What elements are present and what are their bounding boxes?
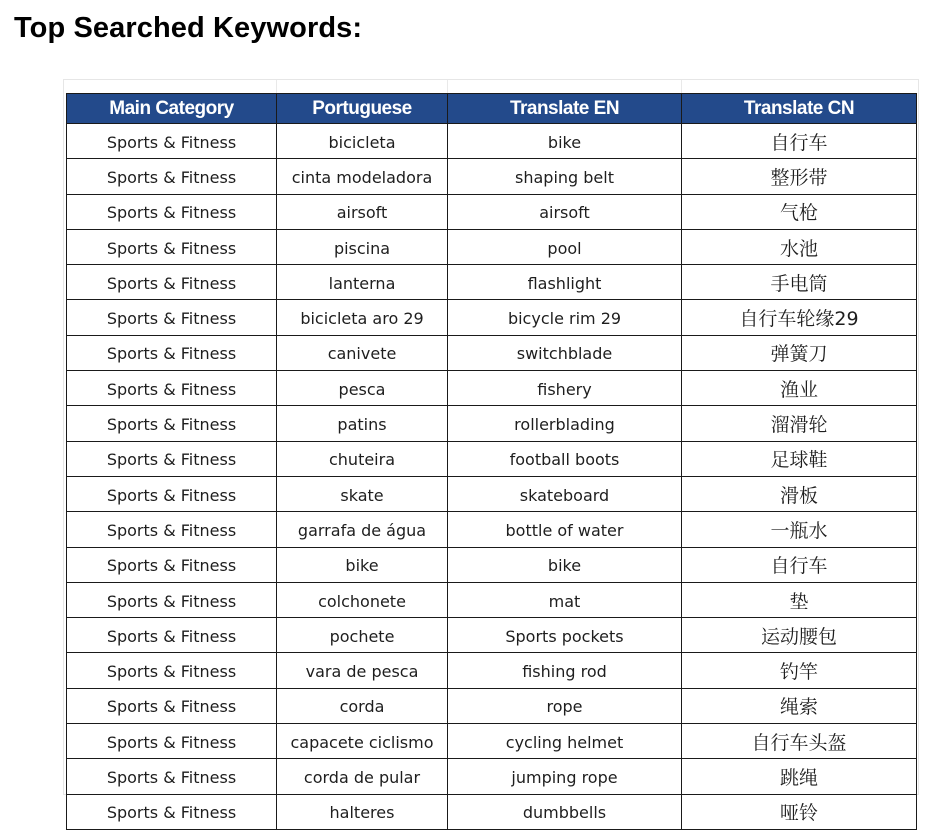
cell-portuguese: airsoft [277,194,448,229]
cell-main-category: Sports & Fitness [67,653,277,688]
table-row [67,724,917,759]
cell-translate-cn: 一瓶水 [682,512,917,547]
cell-portuguese: patins [277,406,448,441]
cell-translate-cn: 整形带 [682,159,917,194]
table-row [67,582,917,617]
table-row [67,406,917,441]
table-row [67,618,917,653]
cell-portuguese: corda [277,688,448,723]
cell-translate-en: cycling helmet [448,724,682,759]
cell-translate-cn: 弹簧刀 [682,335,917,370]
cell-main-category: Sports & Fitness [67,335,277,370]
cell-portuguese: bike [277,547,448,582]
cell-translate-cn: 水池 [682,229,917,264]
table-row [67,159,917,194]
header-translate-cn: Translate CN [682,94,917,124]
cell-translate-en: bicycle rim 29 [448,300,682,335]
cell-translate-en: pool [448,229,682,264]
cell-translate-en: bike [448,124,682,159]
cell-portuguese: halteres [277,794,448,829]
table-row [67,265,917,300]
table-header [67,94,917,124]
cell-portuguese: pesca [277,371,448,406]
header-main-category: Main Category [67,94,277,124]
cell-main-category: Sports & Fitness [67,512,277,547]
table-row [67,335,917,370]
cell-translate-cn: 自行车 [682,547,917,582]
table-row [67,300,917,335]
cell-main-category: Sports & Fitness [67,724,277,759]
cell-translate-en: bike [448,547,682,582]
cell-main-category: Sports & Fitness [67,476,277,511]
cell-translate-en: football boots [448,441,682,476]
table-row [67,688,917,723]
cell-translate-en: shaping belt [448,159,682,194]
cell-portuguese: bicicleta aro 29 [277,300,448,335]
cell-main-category: Sports & Fitness [67,759,277,794]
cell-main-category: Sports & Fitness [67,229,277,264]
cell-translate-cn: 溜滑轮 [682,406,917,441]
cell-portuguese: pochete [277,618,448,653]
table-body [67,124,917,830]
cell-translate-cn: 自行车 [682,124,917,159]
cell-translate-en: airsoft [448,194,682,229]
cell-translate-en: mat [448,582,682,617]
cell-portuguese: corda de pular [277,759,448,794]
cell-translate-cn: 自行车轮缘29 [682,300,917,335]
cell-main-category: Sports & Fitness [67,300,277,335]
cell-portuguese: cinta modeladora [277,159,448,194]
cell-portuguese: bicicleta [277,124,448,159]
cell-translate-en: rope [448,688,682,723]
cell-translate-cn: 跳绳 [682,759,917,794]
cell-main-category: Sports & Fitness [67,124,277,159]
cell-main-category: Sports & Fitness [67,159,277,194]
cell-translate-en: dumbbells [448,794,682,829]
cell-translate-en: rollerblading [448,406,682,441]
table-row [67,124,917,159]
cell-portuguese: canivete [277,335,448,370]
cell-main-category: Sports & Fitness [67,194,277,229]
cell-translate-en: switchblade [448,335,682,370]
cell-translate-en: Sports pockets [448,618,682,653]
cell-translate-cn: 渔业 [682,371,917,406]
cell-main-category: Sports & Fitness [67,406,277,441]
cell-translate-cn: 运动腰包 [682,618,917,653]
table-row [67,476,917,511]
page-title: Top Searched Keywords: [14,12,363,44]
cell-translate-cn: 垫 [682,582,917,617]
cell-main-category: Sports & Fitness [67,547,277,582]
cell-main-category: Sports & Fitness [67,582,277,617]
cell-translate-cn: 手电筒 [682,265,917,300]
cell-main-category: Sports & Fitness [67,688,277,723]
cell-portuguese: chuteira [277,441,448,476]
table-row [67,441,917,476]
cell-main-category: Sports & Fitness [67,371,277,406]
cell-main-category: Sports & Fitness [67,441,277,476]
table-row [67,229,917,264]
cell-portuguese: skate [277,476,448,511]
cell-translate-en: fishery [448,371,682,406]
cell-translate-cn: 足球鞋 [682,441,917,476]
table-row [67,653,917,688]
header-translate-en: Translate EN [448,94,682,124]
table-row [67,547,917,582]
cell-main-category: Sports & Fitness [67,794,277,829]
cell-main-category: Sports & Fitness [67,265,277,300]
table-row [67,512,917,547]
cell-translate-cn: 自行车头盔 [682,724,917,759]
header-row [67,94,917,124]
cell-translate-cn: 哑铃 [682,794,917,829]
spreadsheet-area [63,79,919,825]
header-portuguese: Portuguese [277,94,448,124]
cell-portuguese: piscina [277,229,448,264]
cell-portuguese: lanterna [277,265,448,300]
cell-portuguese: garrafa de água [277,512,448,547]
cell-translate-cn: 绳索 [682,688,917,723]
cell-translate-en: flashlight [448,265,682,300]
cell-translate-en: skateboard [448,476,682,511]
keywords-table [66,93,917,830]
cell-translate-cn: 气枪 [682,194,917,229]
cell-translate-cn: 滑板 [682,476,917,511]
cell-translate-en: jumping rope [448,759,682,794]
table-row [67,194,917,229]
cell-portuguese: vara de pesca [277,653,448,688]
table-row [67,759,917,794]
table-row [67,371,917,406]
cell-portuguese: colchonete [277,582,448,617]
cell-translate-cn: 钓竿 [682,653,917,688]
cell-translate-en: bottle of water [448,512,682,547]
cell-translate-en: fishing rod [448,653,682,688]
cell-portuguese: capacete ciclismo [277,724,448,759]
cell-main-category: Sports & Fitness [67,618,277,653]
